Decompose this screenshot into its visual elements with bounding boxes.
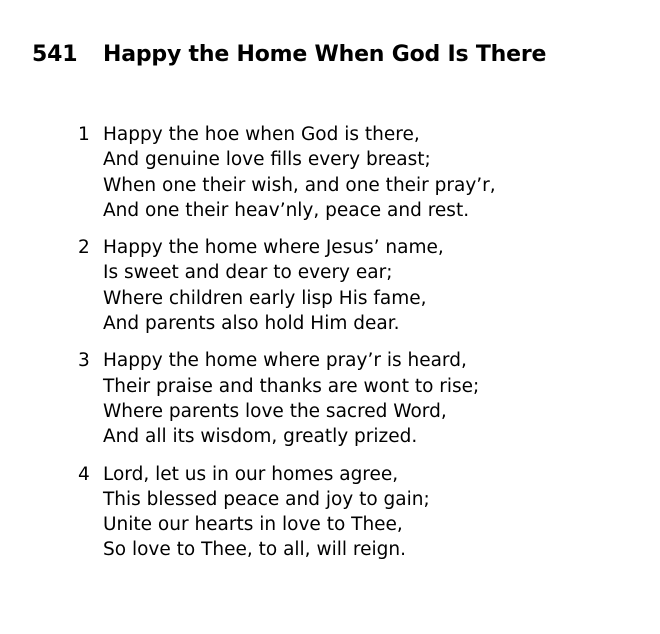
verse-line: Unite our hearts in love to Thee,: [103, 514, 403, 536]
verse-line: Happy the hoe when God is there,: [103, 124, 420, 145]
verse-line: This blessed peace and joy to gain;: [103, 488, 430, 510]
verse-line: Happy the home where pray’r is heard,: [103, 350, 467, 372]
verse-line: Their praise and thanks are wont to rise;: [103, 375, 480, 397]
verse-lines: [103, 462, 430, 563]
verse-line: Where parents love the sacred Word,: [103, 400, 447, 422]
verse-number: 4: [78, 463, 90, 485]
hymn-number: 541: [32, 42, 78, 67]
verse-line: Is sweet and dear to every ear;: [103, 262, 393, 284]
hymn-header: [32, 42, 546, 67]
verse-line: Happy the home where Jesus’ name,: [103, 237, 444, 259]
verse-lines: [103, 348, 479, 449]
verse-3: [78, 348, 638, 449]
verse-number: 3: [78, 350, 90, 372]
verse-lines: [103, 235, 444, 336]
verse-line: So love to Thee, to all, will reign.: [103, 539, 406, 561]
verse-4: [78, 462, 638, 563]
verse-number: 2: [78, 237, 90, 259]
verse-lines: [103, 122, 496, 223]
verse-line: And parents also hold Him dear.: [103, 313, 400, 335]
verse-line: Where children early lisp His fame,: [103, 287, 427, 309]
verse-1: [78, 122, 638, 223]
verse-2: [78, 235, 638, 336]
hymn-title: Happy the Home When God Is There: [103, 42, 547, 67]
verse-line: And one their heav’nly, peace and rest.: [103, 199, 470, 221]
verse-line: Lord, let us in our homes agree,: [103, 463, 399, 485]
verse-line: And genuine love fills every breast;: [103, 149, 431, 171]
verse-line: And all its wisdom, greatly prized.: [103, 426, 418, 448]
verses: [78, 122, 638, 575]
verse-line: When one their wish, and one their pray’r,: [103, 174, 496, 196]
verse-number: 1: [78, 124, 90, 145]
